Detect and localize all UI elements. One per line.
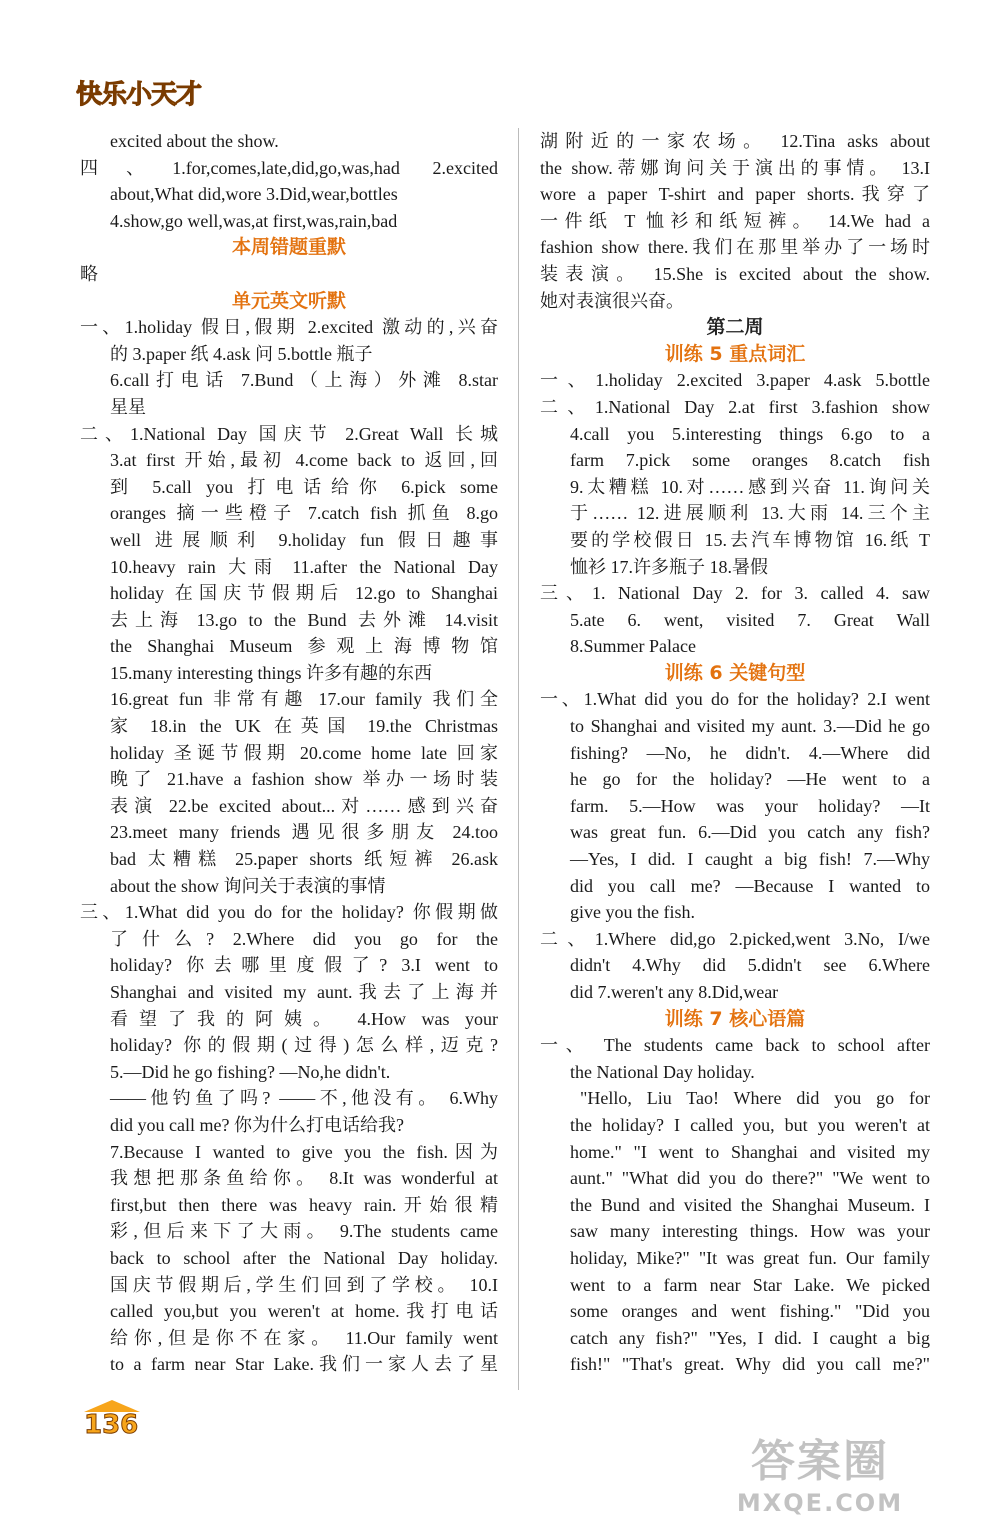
text-line: 10.heavy rain 大雨 11.after the National Day	[110, 556, 498, 577]
section-heading: 单元英文听默	[231, 289, 346, 312]
section-heading: 训练 5 重点词汇	[664, 342, 806, 365]
text-line: 5.—Did he go fishing? —No,he didn't.	[110, 1061, 391, 1082]
text-line: 一、 The students came back to school after	[540, 1035, 930, 1056]
text-line: to a farm near Star Lake.我们一家人去了星	[110, 1354, 498, 1375]
text-line: did you call me? 你为什么打电话给我?	[110, 1114, 404, 1135]
text-line: 5.ate 6. went, visited 7. Great Wall	[570, 609, 930, 630]
text-line: 一件纸 T 恤衫和纸短裤。 14.We had a	[540, 210, 930, 231]
text-line: 8.Summer Palace	[570, 636, 696, 657]
text-line: 我想把那条鱼给你。 8.It was wonderful at	[110, 1168, 498, 1189]
text-line: 三、1. National Day 2. for 3. called 4. saw	[540, 583, 930, 604]
text-line: 4.call you 5.interesting things 6.go to a	[570, 423, 930, 444]
text-line: 3.at first 开始,最初 4.come back to 返回,回	[110, 450, 498, 471]
text-line: the Bund and visited the Shanghai Museum. I	[570, 1194, 930, 1215]
text-line: wore a paper T-shirt and paper shorts.我穿了	[540, 184, 930, 205]
text-line: 她对表演很兴奋。	[540, 290, 684, 311]
text-line: 15.many interesting things 许多有趣的东西	[110, 662, 432, 683]
text-line: 二、1.Where did,go 2.picked,went 3.No, I/we	[540, 928, 930, 949]
text-line: 晚了 21.have a fashion show 举办一场时装	[110, 769, 498, 790]
text-line: to Shanghai and visited my aunt. 3.—Did he go	[570, 716, 930, 737]
text-line: "Hello, Liu Tao! Where did you go for	[580, 1088, 930, 1109]
text-line: oranges 摘一些橙子 7.catch fish 抓鱼 8.go	[110, 503, 498, 524]
text-line: saw many interesting things. How was your	[570, 1221, 930, 1242]
text-line: first,but then there was heavy rain.开始很精	[110, 1194, 498, 1215]
text-line: the holiday? I called you, but you weren't at	[570, 1114, 930, 1135]
text-line: 的 3.paper 纸 4.ask 问 5.bottle 瓶子	[110, 343, 373, 364]
column-divider	[518, 128, 519, 1390]
text-line: 家 18.in the UK 在英国 19.the Christmas	[110, 716, 498, 737]
page-number: 136	[84, 1410, 139, 1440]
text-line: 二、1.National Day 2.at first 3.fashion show	[540, 396, 930, 417]
text-line: 要的学校假日 15.去汽车博物馆 16.纸 T	[570, 529, 930, 550]
text-line: bad 太糟糕 25.paper shorts 纸短裤 26.ask	[110, 849, 498, 870]
right-column	[540, 128, 930, 1378]
text-line: fishing? —No, he didn't. 4.—Where did	[570, 742, 930, 763]
text-line: 略	[80, 263, 98, 284]
text-line: farm 7.pick some oranges 8.catch fish	[570, 450, 930, 471]
section-heading: 第二周	[706, 316, 764, 339]
text-line: 看望了我的阿姨。 4.How was your	[110, 1008, 498, 1029]
text-line: 表演 22.be excited about...对……感到兴奋	[110, 795, 498, 816]
text-line: 二、1.National Day 国庆节 2.Great Wall 长城	[80, 423, 498, 444]
text-line: went to a farm near Star Lake. We picked	[570, 1274, 930, 1295]
text-line: 湖附近的一家农场。 12.Tina asks about	[540, 131, 930, 151]
text-line: 4.show,go well,was,at first,was,rain,bad	[110, 210, 398, 231]
section-heading: 训练 7 核心语篇	[664, 1007, 806, 1030]
text-line: 去上海 13.go to the Bund 去外滩 14.visit	[110, 609, 498, 630]
text-line: 了什么? 2.Where did you go for the	[110, 928, 498, 949]
text-line: holiday? 你的假期(过得)怎么样,迈克?	[110, 1035, 498, 1056]
text-line: about,What did,wore 3.Did,wear,bottles	[110, 184, 398, 205]
text-line: called you,but you weren't at home.我打电话	[110, 1301, 498, 1322]
text-line: home." "I went to Shanghai and visited my	[570, 1141, 930, 1162]
watermark-main: 答案圈	[751, 1436, 889, 1487]
text-line: holiday? 你去哪里度假了? 3.I went to	[110, 955, 498, 976]
text-line: give you the fish.	[570, 902, 695, 923]
text-line: ——他钓鱼了吗? ——不,他没有。 6.Why	[110, 1088, 498, 1109]
text-line: did 7.weren't any 8.Did,wear	[570, 982, 779, 1002]
text-line: back to school after the National Day holiday.	[110, 1247, 498, 1268]
section-heading: 本周错题重默	[231, 236, 346, 259]
text-line: was great fun. 6.—Did you catch any fish?	[570, 822, 930, 843]
text-line: some oranges and went fishing." "Did you	[570, 1301, 930, 1322]
text-line: 6.call打电话 7.Bund（上海）外滩 8.star	[110, 370, 498, 391]
text-line: holiday, Mike?" "It was great fun. Our family	[570, 1247, 930, 1268]
text-line: 星星	[110, 396, 146, 417]
text-line: —Yes, I did. I caught a big fish! 7.—Why	[570, 849, 930, 870]
text-line: holiday 在国庆节假期后 12.go to Shanghai	[110, 583, 498, 604]
text-line: 三、1.What did you do for the holiday? 你假期做	[80, 902, 498, 923]
text-line: 四、1.for,comes,late,did,go,was,had 2.excited	[80, 157, 498, 178]
text-line: 到 5.call you 打电话给你 6.pick some	[110, 476, 498, 497]
text-line: 彩,但后来下了大雨。 9.The students came	[110, 1221, 498, 1242]
text-line: did you call me? —Because I wanted to	[570, 875, 930, 896]
left-column	[80, 128, 498, 1378]
watermark	[670, 1425, 970, 1517]
text-line: fish!" "That's great. Why did you call me?"	[570, 1354, 930, 1375]
text-line: 7.Because I wanted to give you the fish.因为	[110, 1141, 498, 1162]
text-line: catch any fish?" "Yes, I did. I caught a big	[570, 1327, 930, 1348]
text-line: didn't 4.Why did 5.didn't see 6.Where	[570, 955, 930, 976]
section-heading: 训练 6 关键句型	[664, 661, 806, 684]
text-line: about the show 询问关于表演的事情	[110, 875, 386, 896]
text-line: aunt." "What did you do there?" "We went to	[570, 1168, 930, 1189]
brand-logo: 快乐小天才	[76, 80, 202, 110]
text-line: 国庆节假期后,学生们回到了学校。 10.I	[110, 1274, 498, 1295]
text-line: holiday 圣诞节假期 20.come home late 回家	[110, 742, 498, 763]
text-line: farm. 5.—How was your holiday? —It	[570, 795, 930, 816]
text-line: 23.meet many friends 遇见很多朋友 24.too	[110, 822, 498, 843]
text-line: Shanghai and visited my aunt.我去了上海并	[110, 982, 498, 1002]
watermark-url: MXQE.COM	[736, 1489, 904, 1517]
text-line: excited about the show.	[110, 131, 279, 151]
text-line: the National Day holiday.	[570, 1061, 755, 1082]
text-line: 恤衫 17.许多瓶子 18.暑假	[570, 556, 768, 577]
text-line: 9.太糟糕 10.对……感到兴奋 11.询问关	[570, 476, 930, 497]
text-line: 一、1.What did you do for the holiday? 2.I went	[540, 689, 930, 710]
text-line: 于…… 12.进展顺利 13.大雨 14.三个主	[570, 503, 930, 524]
text-line: the Shanghai Museum 参观上海博物馆	[110, 636, 498, 657]
text-line: the show.蒂娜询问关于演出的事情。 13.I	[540, 157, 930, 178]
text-line: 给你,但是你不在家。 11.Our family went	[110, 1327, 498, 1348]
text-line: he go for the holiday? —He went to a	[570, 769, 930, 790]
text-line: 一、1.holiday 假日,假期 2.excited 激动的,兴奋	[80, 317, 498, 338]
text-line: 一、1.holiday 2.excited 3.paper 4.ask 5.bottle	[540, 370, 930, 391]
text-line: 16.great fun 非常有趣 17.our family 我们全	[110, 689, 498, 710]
text-line: well 进展顺利 9.holiday fun 假日趣事	[110, 529, 498, 550]
text-line: 装表演。 15.She is excited about the show.	[540, 263, 930, 284]
text-line: fashion show there.我们在那里举办了一场时	[540, 237, 930, 258]
